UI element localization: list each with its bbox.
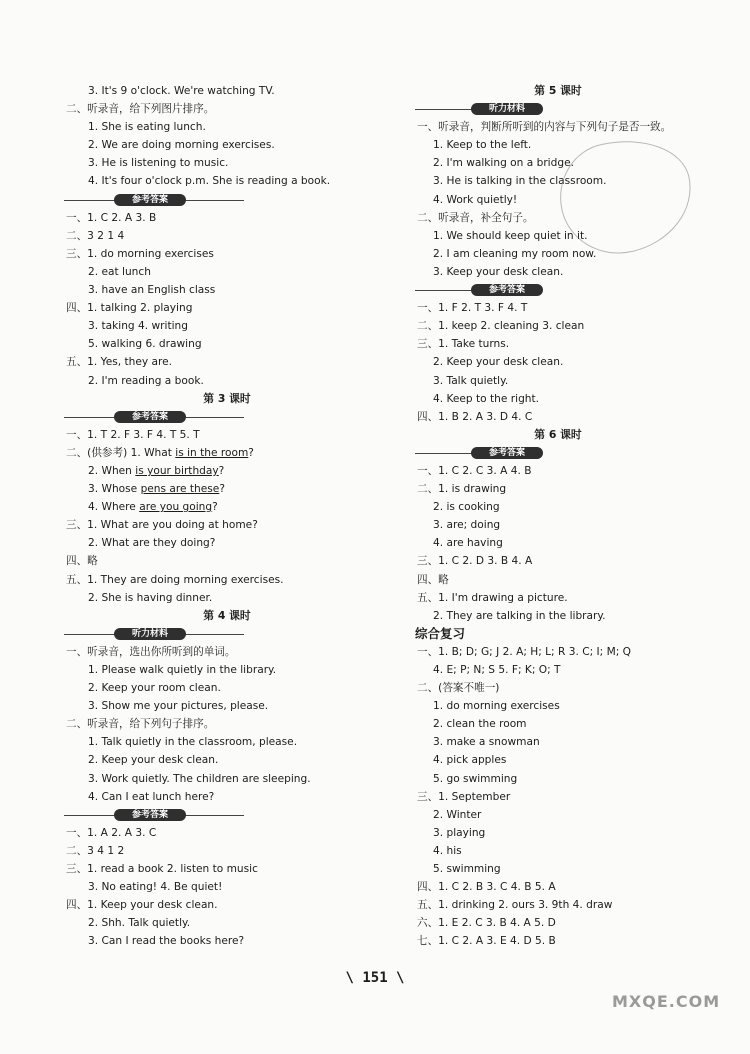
answer-line: 3. taking 4. writing: [88, 320, 188, 333]
line-text: ?: [212, 501, 218, 514]
line-text: 3. Whose: [88, 483, 141, 496]
answer-line: 3. Can I read the books here?: [88, 935, 245, 948]
banner-label: 听力材料: [114, 628, 186, 640]
underlined-answer: is your birthday: [135, 464, 219, 477]
answer-line: 3. Work quietly. The children are sleeping.: [88, 772, 311, 785]
answer-line: 五、1. I'm drawing a picture.: [417, 591, 568, 604]
answer-line: 四、1. talking 2. playing: [66, 302, 193, 315]
answer-line: 3. are; doing: [433, 519, 501, 532]
answer-line: 3. Show me your pictures, please.: [88, 700, 269, 713]
answer-line: 2. She is having dinner.: [88, 591, 213, 604]
answer-line: 4. It's four o'clock p.m. She is reading a book.: [88, 175, 331, 188]
banner-label: 参考答案: [114, 809, 186, 821]
lesson-title: 第 6 课时: [534, 427, 582, 441]
answer-line: 四、1. C 2. B 3. C 4. B 5. A: [417, 881, 556, 894]
answer-line: 三、1. do morning exercises: [66, 247, 214, 260]
answer-line: 2. I'm reading a book.: [88, 374, 204, 387]
answer-line: 4. E; P; N; S 5. F; K; O; T: [433, 664, 561, 676]
answer-line: 1. do morning exercises: [433, 700, 560, 713]
answer-line: 五、1. They are doing morning exercises.: [66, 573, 284, 586]
answer-line: 2. Keep your desk clean.: [433, 356, 564, 369]
answer-line: 3. have an English class: [88, 284, 216, 297]
answer-line: 二、听录音，给下列图片排序。: [66, 103, 215, 116]
answer-line: 二、1. is drawing: [417, 483, 507, 496]
section-banner: [413, 100, 703, 118]
answer-line: 1. She is eating lunch.: [88, 121, 206, 134]
answer-line: 三、1. C 2. D 3. B 4. A: [417, 555, 533, 568]
answer-line: 3. playing: [433, 826, 486, 839]
section-banner: [62, 191, 392, 209]
answer-line: 二、1. keep 2. cleaning 3. clean: [417, 320, 585, 333]
section-banner: [413, 281, 703, 299]
line-text: 4. Where: [88, 501, 140, 514]
answer-line: 3. Talk quietly.: [433, 374, 509, 387]
lesson-title: 第 5 课时: [534, 84, 582, 97]
lesson-title: 第 4 课时: [203, 608, 251, 622]
answer-line: [62, 444, 392, 462]
answer-line: 2. clean the room: [433, 718, 527, 731]
line-text: ?: [218, 464, 225, 477]
section-banner: [62, 408, 392, 426]
answer-line: 二、听录音，补全句子。: [417, 211, 534, 224]
underlined-answer: are you going: [139, 501, 213, 514]
answer-line: 4. Work quietly!: [433, 193, 518, 206]
section-banner: [413, 444, 703, 462]
answer-line: 三、1. September: [417, 790, 511, 803]
answer-line: 四、1. Keep your desk clean.: [66, 899, 218, 912]
banner-label: 听力材料: [471, 103, 543, 115]
answer-line: 一、听录音，选出你所听到的单词。: [66, 645, 236, 658]
section-heading: 综合复习: [415, 625, 466, 641]
answer-line: 四、1. B 2. A 3. D 4. C: [417, 410, 533, 423]
answer-line: 六、1. E 2. C 3. B 4. A 5. D: [417, 917, 556, 930]
left-column: [62, 82, 392, 951]
banner-label: 参考答案: [471, 284, 543, 296]
answer-line: 1. Please walk quietly in the library.: [88, 664, 277, 676]
answer-line: 四、略: [66, 555, 98, 568]
banner-label: 参考答案: [471, 447, 543, 459]
answer-line: 3. He is talking in the classroom.: [433, 175, 607, 188]
answer-line: 3. Keep your desk clean.: [433, 265, 564, 278]
answer-line: [62, 480, 392, 498]
answer-line: 二、听录音，给下列句子排序。: [66, 718, 215, 731]
answer-line: 5. swimming: [433, 863, 501, 876]
answer-line: 4. Can I eat lunch here?: [88, 790, 215, 803]
answer-line: 2. Keep your desk clean.: [88, 754, 219, 767]
answer-line: 二、3 4 1 2: [66, 844, 125, 857]
banner-label: 参考答案: [114, 194, 186, 206]
page-number: \ 151 \: [345, 970, 405, 986]
answer-line: 1. We should keep quiet in it.: [433, 229, 588, 242]
answer-line: 2. I am cleaning my room now.: [433, 247, 597, 260]
answer-line: 五、1. drinking 2. ours 3. 9th 4. draw: [417, 899, 613, 912]
answer-line: 一、1. F 2. T 3. F 4. T: [417, 302, 528, 315]
answer-line: [62, 498, 392, 516]
underlined-answer: pens are these: [140, 483, 220, 496]
answer-line: 二、(答案不唯一): [417, 682, 500, 695]
line-text: 2. When: [88, 464, 136, 477]
answer-line: 2. I'm walking on a bridge.: [433, 157, 574, 170]
answer-line: 3. make a snowman: [433, 736, 540, 749]
answer-line: 一、1. A 2. A 3. C: [66, 826, 157, 839]
line-text: 二、(供参考) 1. What: [66, 446, 176, 459]
answer-line: 一、1. C 2. C 3. A 4. B: [417, 464, 532, 477]
answer-line: 3. He is listening to music.: [88, 157, 229, 170]
answer-line: 3. It's 9 o'clock. We're watching TV.: [88, 85, 275, 97]
answer-line: 3. No eating! 4. Be quiet!: [88, 881, 223, 894]
answer-line: 二、3 2 1 4: [66, 229, 125, 242]
answer-line: 三、1. Take turns.: [417, 338, 510, 351]
underlined-answer: is in the room: [175, 446, 249, 459]
answer-line: 五、1. Yes, they are.: [66, 356, 173, 369]
answer-line: 三、1. read a book 2. listen to music: [66, 863, 258, 876]
answer-line: 2. eat lunch: [88, 265, 151, 278]
line-text: ?: [248, 446, 254, 459]
answer-line: 2. Winter: [433, 808, 482, 821]
answer-line: 1. Keep to the left.: [433, 139, 532, 152]
answer-line: 4. pick apples: [433, 754, 507, 767]
answer-line: 四、略: [417, 573, 449, 586]
answer-line: 5. walking 6. drawing: [88, 338, 202, 351]
section-banner: [62, 806, 392, 824]
answer-line: 2. is cooking: [433, 501, 500, 514]
answer-line: 1. Talk quietly in the classroom, please.: [88, 736, 298, 749]
section-banner: [62, 625, 392, 643]
lesson-title: 第 3 课时: [203, 391, 251, 405]
watermark: MXQE.COM: [612, 992, 721, 1011]
answer-line: 2. What are they doing?: [88, 537, 216, 550]
answer-line: 4. his: [433, 844, 462, 857]
answer-line: 一、1. T 2. F 3. F 4. T 5. T: [66, 428, 200, 441]
answer-line: 一、听录音，判断所听到的内容与下列句子是否一致。: [417, 121, 672, 134]
answer-line: 2. Keep your room clean.: [88, 682, 221, 695]
answer-line: 4. Keep to the right.: [433, 392, 540, 405]
line-text: ?: [219, 483, 225, 496]
answer-line: 4. are having: [433, 537, 503, 550]
answer-line: 2. Shh. Talk quietly.: [88, 917, 191, 930]
answer-line: 三、1. What are you doing at home?: [66, 519, 258, 532]
answer-line: 2. They are talking in the library.: [433, 609, 606, 622]
answer-line: 一、1. C 2. A 3. B: [66, 211, 157, 224]
answer-line: 2. We are doing morning exercises.: [88, 139, 275, 152]
banner-label: 参考答案: [114, 411, 186, 423]
answer-line: 5. go swimming: [433, 772, 518, 785]
answer-line: 七、1. C 2. A 3. E 4. D 5. B: [417, 935, 556, 948]
answer-line: [62, 462, 392, 480]
answer-line: 一、1. B; D; G; J 2. A; H; L; R 3. C; I; M; Q: [417, 645, 632, 658]
